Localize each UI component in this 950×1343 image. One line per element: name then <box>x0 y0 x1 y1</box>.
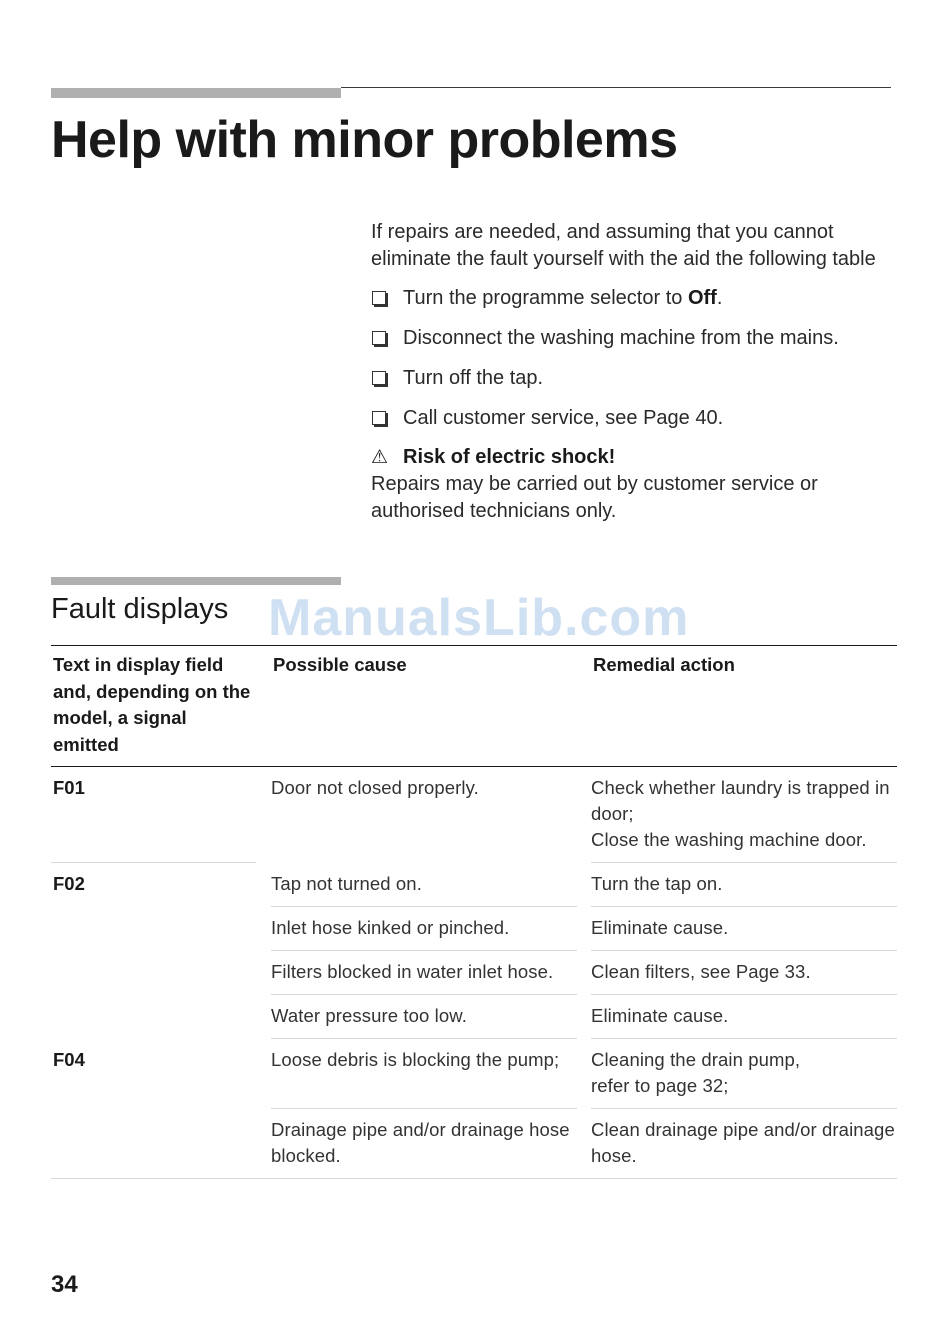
step-text: Disconnect the washing machine from the mains. <box>403 327 839 349</box>
header-display-text: Text in display field and, depending on the model, a signal emitted <box>51 645 256 767</box>
fault-action <box>591 767 897 863</box>
page-title: Help with minor problems <box>51 111 678 169</box>
fault-action <box>591 1039 897 1109</box>
fault-action: Eliminate cause. <box>591 995 897 1039</box>
checkbox-icon <box>372 411 386 425</box>
fault-cause: Door not closed properly. <box>271 777 479 798</box>
checkbox-icon <box>372 291 386 305</box>
fault-action: Clean drainage pipe and/or drainage hose. <box>591 1109 897 1179</box>
table-row <box>51 1039 897 1109</box>
warning-triangle-icon: ⚠ <box>371 447 389 468</box>
fault-code: F04 <box>51 1039 256 1179</box>
warning-heading <box>371 444 891 471</box>
step-item <box>371 365 891 392</box>
fault-cause: Tap not turned on. <box>271 863 577 907</box>
step-text: Turn off the tap. <box>403 367 544 389</box>
fault-cause: Water pressure too low. <box>271 995 577 1039</box>
fault-cause: Filters blocked in water inlet hose. <box>271 951 577 995</box>
step-item <box>371 285 891 312</box>
step-item <box>371 325 891 352</box>
fault-cause: Loose debris is blocking the pump; <box>271 1039 577 1109</box>
fault-table <box>51 645 897 1179</box>
step-item <box>371 405 891 432</box>
fault-cause: Inlet hose kinked or pinched. <box>271 907 577 951</box>
fault-action: Clean filters, see Page 33. <box>591 951 897 995</box>
fault-table-container <box>51 645 897 1179</box>
warning-text: Repairs may be carried out by customer service or authorised technicians only. <box>371 473 818 522</box>
fault-action: Eliminate cause. <box>591 907 897 951</box>
fault-action-line: Cleaning the drain pump, <box>591 1049 801 1070</box>
fault-action-line: Close the washing machine door. <box>591 829 867 850</box>
fault-code: F02 <box>53 873 85 894</box>
fault-action-line: Check whether laundry is trapped in door; <box>591 777 890 824</box>
title-rule-thick <box>51 88 341 98</box>
step-text: Call customer service, see Page 40. <box>403 407 724 429</box>
step-bold-text: Off <box>687 287 717 309</box>
fault-code: F01 <box>51 767 256 863</box>
page-number: 34 <box>51 1271 78 1298</box>
header-action: Remedial action <box>591 645 897 767</box>
intro-section <box>371 219 891 525</box>
fault-action-line: refer to page 32; <box>591 1075 729 1096</box>
table-header-row <box>51 645 897 767</box>
fault-action: Turn the tap on. <box>591 863 897 907</box>
fault-cause: Drainage pipe and/or drainage hose blocked. <box>271 1109 577 1179</box>
table-row <box>51 863 897 907</box>
checkbox-icon <box>372 331 386 345</box>
step-list <box>371 285 891 432</box>
table-row <box>51 767 897 863</box>
header-cause: Possible cause <box>271 645 577 767</box>
step-text: Turn the programme selector to <box>403 287 688 309</box>
title-rule-thin <box>341 87 891 88</box>
step-text-end: . <box>716 287 723 309</box>
section-rule-thick <box>51 577 341 585</box>
watermark: ManualsLib.com <box>268 589 690 647</box>
section-title: Fault displays <box>51 593 229 625</box>
intro-paragraph: If repairs are needed, and assuming that you cannot eliminate the fault yourself with the aid the following table <box>371 221 876 270</box>
checkbox-icon <box>372 371 386 385</box>
warning-title: Risk of electric shock! <box>403 446 616 468</box>
